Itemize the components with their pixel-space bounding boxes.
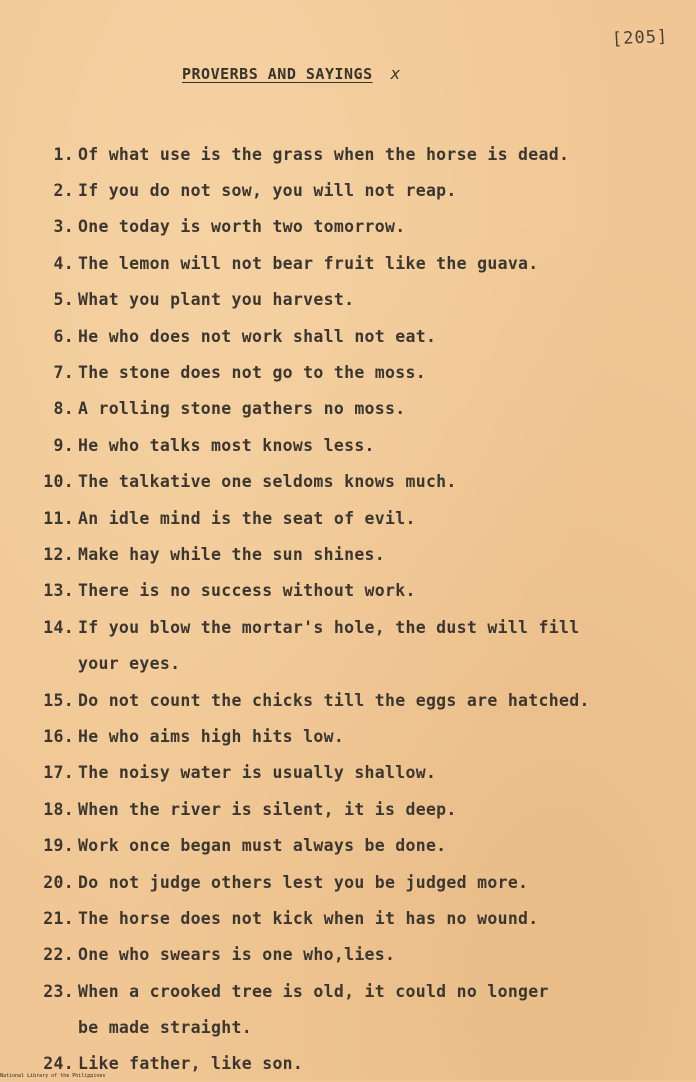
item-text: Do not judge others lest you be judged more. bbox=[78, 872, 529, 892]
item-text: Of what use is the grass when the horse is dead. bbox=[78, 144, 570, 164]
item-number: 9. bbox=[53, 435, 74, 455]
item-text: He who aims high hits low. bbox=[78, 726, 345, 746]
item-number: 10. bbox=[43, 472, 74, 492]
item-number: 6. bbox=[53, 326, 74, 346]
title-block bbox=[182, 64, 400, 83]
item-number: 22. bbox=[43, 945, 74, 965]
item-text: What you plant you harvest. bbox=[78, 290, 355, 310]
item-text: If you do not sow, you will not reap. bbox=[78, 181, 457, 201]
list-item bbox=[28, 791, 668, 827]
item-number: 14. bbox=[43, 617, 74, 637]
list-item bbox=[28, 427, 668, 463]
list-item bbox=[28, 827, 668, 863]
item-text: The noisy water is usually shallow. bbox=[78, 763, 437, 783]
item-text: He who talks most knows less. bbox=[78, 435, 375, 455]
item-text: Make hay while the sun shines. bbox=[78, 544, 386, 564]
item-text: The stone does not go to the moss. bbox=[78, 363, 426, 383]
list-item bbox=[28, 464, 668, 500]
item-text: The talkative one seldoms knows much. bbox=[78, 472, 457, 492]
item-number: 17. bbox=[43, 763, 74, 783]
item-number: 3. bbox=[53, 217, 74, 237]
item-text: When a crooked tree is old, it could no longer bbox=[78, 981, 549, 1001]
item-number: 19. bbox=[43, 836, 74, 856]
list-item-continuation bbox=[28, 1009, 668, 1045]
proverbs-list bbox=[28, 136, 668, 1082]
list-item-continuation bbox=[28, 645, 668, 681]
item-text: A rolling stone gathers no moss. bbox=[78, 399, 406, 419]
list-item bbox=[28, 937, 668, 973]
page-reference-number: [205] bbox=[611, 26, 669, 50]
list-item bbox=[28, 609, 668, 645]
item-text: When the river is silent, it is deep. bbox=[78, 799, 457, 819]
item-text: Do not count the chicks till the eggs are hatched. bbox=[78, 690, 590, 710]
item-number: 7. bbox=[53, 363, 74, 383]
list-item bbox=[28, 318, 668, 354]
item-number: 2. bbox=[53, 181, 74, 201]
list-item bbox=[28, 391, 668, 427]
item-text: One who swears is one who,lies. bbox=[78, 945, 396, 965]
list-item bbox=[28, 900, 668, 936]
item-text: Like father, like son. bbox=[78, 1054, 304, 1074]
item-number: 18. bbox=[43, 799, 74, 819]
list-item bbox=[28, 245, 668, 281]
list-item bbox=[28, 718, 668, 754]
handwritten-mark: x bbox=[390, 64, 401, 83]
list-item bbox=[28, 209, 668, 245]
list-item bbox=[28, 973, 668, 1009]
item-text: be made straight. bbox=[78, 1018, 252, 1038]
item-number: 11. bbox=[43, 508, 74, 528]
list-item bbox=[28, 864, 668, 900]
list-item bbox=[28, 682, 668, 718]
item-text: One today is worth two tomorrow. bbox=[78, 217, 406, 237]
item-number: 20. bbox=[43, 872, 74, 892]
list-item bbox=[28, 536, 668, 572]
list-item bbox=[28, 1046, 668, 1082]
item-number: 13. bbox=[43, 581, 74, 601]
item-text: An idle mind is the seat of evil. bbox=[78, 508, 416, 528]
item-number: 16. bbox=[43, 726, 74, 746]
list-item bbox=[28, 172, 668, 208]
list-item bbox=[28, 354, 668, 390]
item-number: 23. bbox=[43, 981, 74, 1001]
item-text: There is no success without work. bbox=[78, 581, 416, 601]
list-item bbox=[28, 282, 668, 318]
item-text: If you blow the mortar's hole, the dust will fill bbox=[78, 617, 580, 637]
item-number: 5. bbox=[53, 290, 74, 310]
item-number: 15. bbox=[43, 690, 74, 710]
item-number: 1. bbox=[53, 144, 74, 164]
item-number: 8. bbox=[53, 399, 74, 419]
list-item bbox=[28, 755, 668, 791]
list-item bbox=[28, 136, 668, 172]
item-number: 24. bbox=[43, 1054, 74, 1074]
item-text: your eyes. bbox=[78, 654, 181, 674]
item-number: 4. bbox=[53, 253, 74, 273]
item-number: 12. bbox=[43, 544, 74, 564]
item-text: The horse does not kick when it has no wound. bbox=[78, 908, 539, 928]
item-text: The lemon will not bear fruit like the guava. bbox=[78, 253, 539, 273]
item-text: He who does not work shall not eat. bbox=[78, 326, 437, 346]
list-item bbox=[28, 500, 668, 536]
item-text: Work once began must always be done. bbox=[78, 836, 447, 856]
page-title: PROVERBS AND SAYINGS bbox=[182, 65, 373, 83]
item-number: 21. bbox=[43, 908, 74, 928]
archive-footer: National Library of the Philippines bbox=[0, 1073, 106, 1079]
list-item bbox=[28, 573, 668, 609]
